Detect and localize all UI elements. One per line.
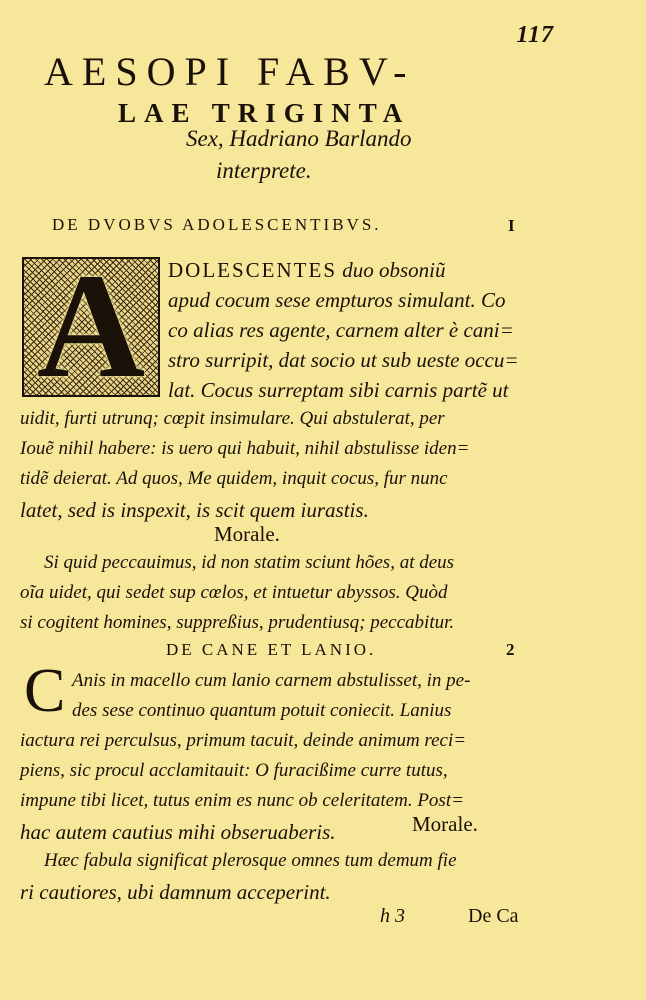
- fable-2-morale-line-1: Hæc fabula significat plerosque omnes tum demum fie: [44, 850, 457, 871]
- initial-letter-a: A: [36, 243, 146, 409]
- fable-2-number: 2: [506, 640, 515, 659]
- fable-1-morale-line-3: si cogitent homines, suppreßius, prudentiusq; peccabitur.: [20, 612, 455, 633]
- title-line-4: interprete.: [216, 158, 312, 183]
- title-line-3: Sex, Hadriano Barlando: [186, 126, 412, 151]
- fable-1-line-4: stro surripit, dat socio ut sub ueste occu=: [168, 348, 519, 372]
- fable-1-line-9: latet, sed is inspexit, is scit quem iurastis.: [20, 498, 369, 522]
- title-line-1: AESOPI FABV-: [44, 49, 416, 94]
- fable-2-morale-label: Morale.: [412, 812, 478, 836]
- fable-2-morale-line-2: ri cautiores, ubi damnum acceperint.: [20, 880, 331, 904]
- fable-2-line-5: impune tibi licet, tutus enim es nunc ob celeritatem. Post=: [20, 790, 464, 811]
- fable-1-line-3: co alias res agente, carnem alter è cani=: [168, 318, 514, 342]
- fable-1-line-1: [168, 258, 446, 283]
- fable-1-number: I: [508, 216, 515, 235]
- fable-1-morale-label: Morale.: [214, 522, 280, 546]
- fable-1-heading: DE DVOBVS ADOLESCENTIBVS.: [52, 215, 382, 234]
- fable-2-line-6: hac autem cautius mihi obseruaberis.: [20, 820, 336, 844]
- fable-1-line-5: lat. Cocus surreptam sibi carnis partẽ ut: [168, 378, 509, 402]
- fable-1-line-6: uidit, furti utrunq; cœpit insimulare. Qui abstulerat, per: [20, 408, 445, 429]
- first-line-rest: duo obsoniũ: [342, 258, 446, 282]
- first-word: DOLESCENTES: [168, 258, 337, 282]
- fable-1-morale-line-2: oĩa uidet, qui sedet sup cœlos, et intuetur abyssos. Quòd: [20, 582, 448, 603]
- fable-2-line-3: iactura rei perculsus, primum tacuit, deinde animum reci=: [20, 730, 467, 751]
- fable-2-line-4: piens, sic procul acclamitauit: O furacißime curre tutus,: [20, 760, 448, 781]
- fable-1-morale-line-1: Si quid peccauimus, id non statim sciunt hões, at deus: [44, 552, 455, 573]
- fable-1-line-7: Iouẽ nihil habere: is uero qui habuit, nihil abstulisse iden=: [20, 438, 470, 459]
- title-line-2: LAE TRIGINTA: [118, 98, 411, 128]
- fable-2-initial: C: [24, 657, 66, 725]
- signature-mark: h 3: [380, 905, 405, 927]
- catchword: De Ca: [468, 905, 519, 927]
- fable-1-line-2: apud cocum sese empturos simulant. Co: [168, 288, 506, 312]
- fable-2-line-2: des sese continuo quantum potuit coniecit. Lanius: [72, 700, 452, 721]
- fable-1-line-8: tidẽ deierat. Ad quos, Me quidem, inquit cocus, fur nunc: [20, 468, 448, 489]
- page-number: 117: [516, 22, 554, 48]
- fable-2-heading: DE CANE ET LANIO.: [166, 640, 377, 659]
- fable-2-line-1: Anis in macello cum lanio carnem abstulisset, in pe-: [72, 670, 471, 691]
- decorated-initial: [22, 243, 160, 409]
